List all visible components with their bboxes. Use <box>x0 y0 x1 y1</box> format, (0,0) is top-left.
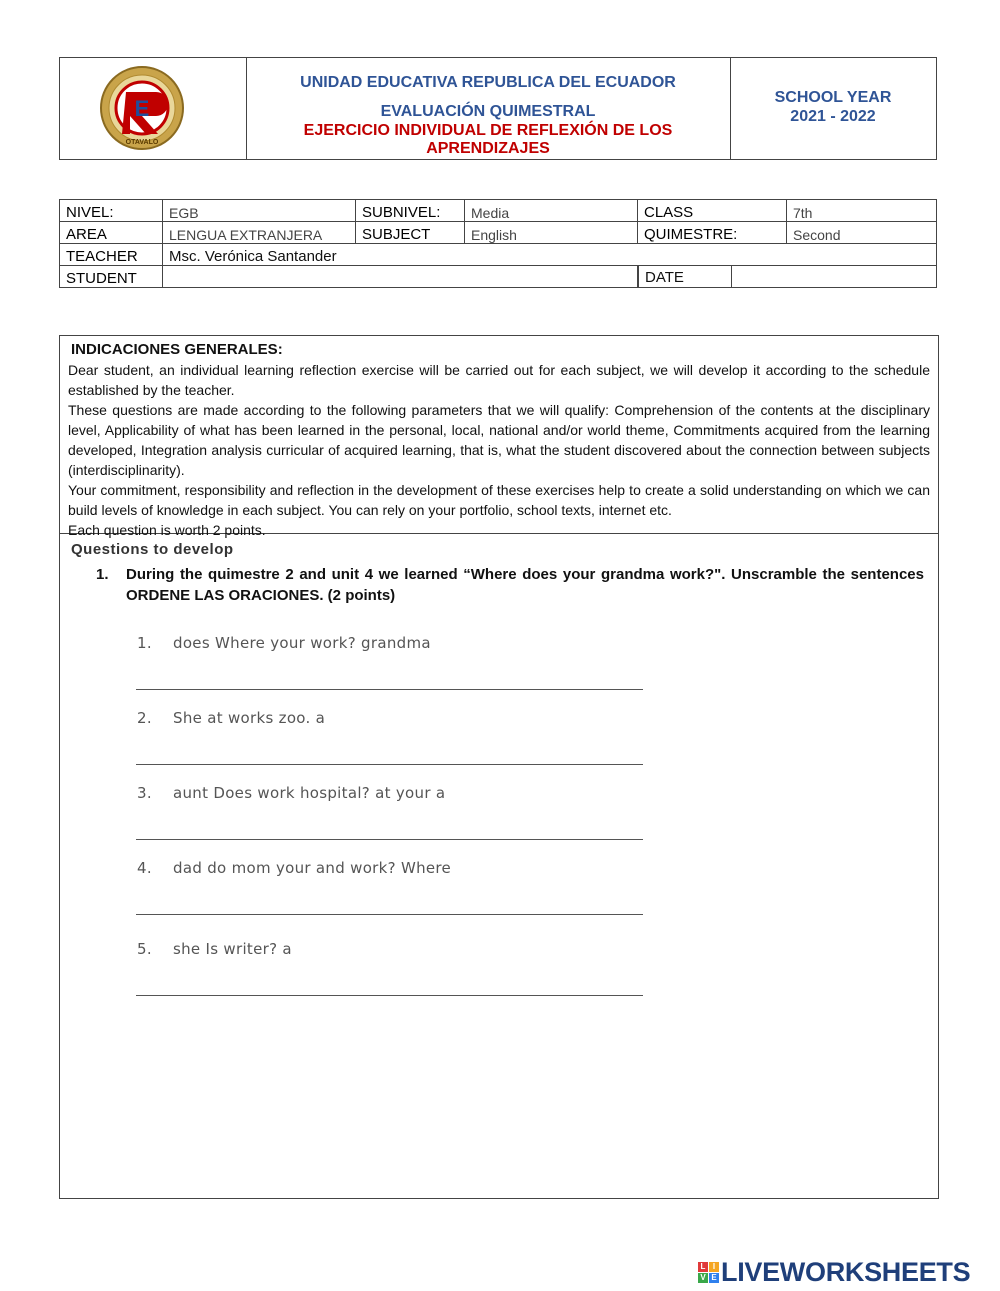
exercise-title: EJERCICIO INDIVIDUAL DE REFLEXIÓN DE LOS APRENDIZAJES <box>303 122 673 157</box>
subject-label: SUBJECT <box>356 222 465 244</box>
answer-line[interactable] <box>136 995 643 996</box>
scrambled-sentence: 1. does Where your work? grandma <box>137 634 431 652</box>
logo-letter: E <box>134 96 150 121</box>
indications-paragraph: Your commitment, responsibility and reflection in the development of these exercises help to create a solid understanding on which we can build levels of knowledge in each subject. You can rely on your portfolio, school texts, internet etc. <box>68 482 930 518</box>
quimestre-label: QUIMESTRE: <box>638 222 787 244</box>
school-name: UNIDAD EDUCATIVA REPUBLICA DEL ECUADOR <box>300 74 676 91</box>
evaluation-title: EVALUACIÓN QUIMESTRAL <box>380 103 596 120</box>
date-label: DATE <box>638 266 732 287</box>
answer-line[interactable] <box>136 689 643 690</box>
class-value: 7th <box>787 200 937 222</box>
school-logo <box>60 58 246 159</box>
logo-city: OTAVALO <box>125 139 159 146</box>
question-number: 1. <box>96 566 109 583</box>
scrambled-sentence: 4. dad do mom your and work? Where <box>137 859 452 877</box>
school-year-label: SCHOOL YEAR <box>774 89 892 106</box>
subnivel-value: Media <box>465 200 638 222</box>
indications-title: INDICACIONES GENERALES: <box>71 341 283 358</box>
answer-line[interactable] <box>136 914 643 915</box>
area-label: AREA <box>60 222 163 244</box>
nivel-value: EGB <box>163 200 356 222</box>
student-field[interactable] <box>163 266 638 288</box>
date-field[interactable] <box>732 266 936 287</box>
header-box <box>59 57 937 160</box>
quimestre-value: Second <box>787 222 937 244</box>
area-value: LENGUA EXTRANJERA <box>163 222 356 244</box>
logo-cell <box>60 58 247 159</box>
brand-name: LIVEWORKSHEETS <box>721 1256 971 1287</box>
main-box <box>59 335 939 1199</box>
answer-line[interactable] <box>136 839 643 840</box>
teacher-label: TEACHER <box>60 244 163 266</box>
scrambled-sentence: 5. she Is writer? a <box>137 940 292 958</box>
subnivel-label: SUBNIVEL: <box>356 200 465 222</box>
questions-heading: Questions to develop <box>71 541 234 558</box>
brand-logo-icon: L I V E <box>698 1262 719 1283</box>
subject-value: English <box>465 222 638 244</box>
nivel-label: NIVEL: <box>60 200 163 222</box>
indications-paragraph: Dear student, an individual learning reflection exercise will be carried out for each subject, we will develop it according to the schedule established by the teacher. <box>68 362 930 398</box>
liveworksheets-brand[interactable] <box>698 1258 970 1286</box>
info-row <box>60 244 937 266</box>
indications-section <box>60 336 938 538</box>
indications-paragraph: Each question is worth 2 points. <box>68 522 266 538</box>
school-year-cell <box>730 58 936 159</box>
teacher-value: Msc. Verónica Santander <box>163 244 937 266</box>
student-label: STUDENT <box>60 266 163 288</box>
info-row <box>60 222 937 244</box>
scrambled-sentence: 3. aunt Does work hospital? at your a <box>137 784 446 802</box>
info-table <box>59 199 937 288</box>
date-group <box>638 266 937 288</box>
info-row <box>60 266 937 288</box>
title-cell <box>246 58 731 159</box>
answer-line[interactable] <box>136 764 643 765</box>
question-text: During the quimestre 2 and unit 4 we learned “Where does your grandma work?". Unscramble the sentences ORDENE LAS ORACIONES. (2 points) <box>126 566 924 604</box>
scrambled-sentence: 2. She at works zoo. a <box>137 709 326 727</box>
question-1 <box>96 564 924 606</box>
indications-paragraph: These questions are made according to the following parameters that we will qualify: Comprehension of the contents at the disciplinary level, Applicability of what has been learned in the personal, local, national and/or world theme, Commitments acquired from the learning developed, Integration analysis curricular of acquired learning, that is, what the student discovered about the connection between subjects (interdisciplinarity). <box>68 402 930 478</box>
class-label: CLASS <box>638 200 787 222</box>
school-year: 2021 - 2022 <box>790 108 876 125</box>
info-row <box>60 200 937 222</box>
